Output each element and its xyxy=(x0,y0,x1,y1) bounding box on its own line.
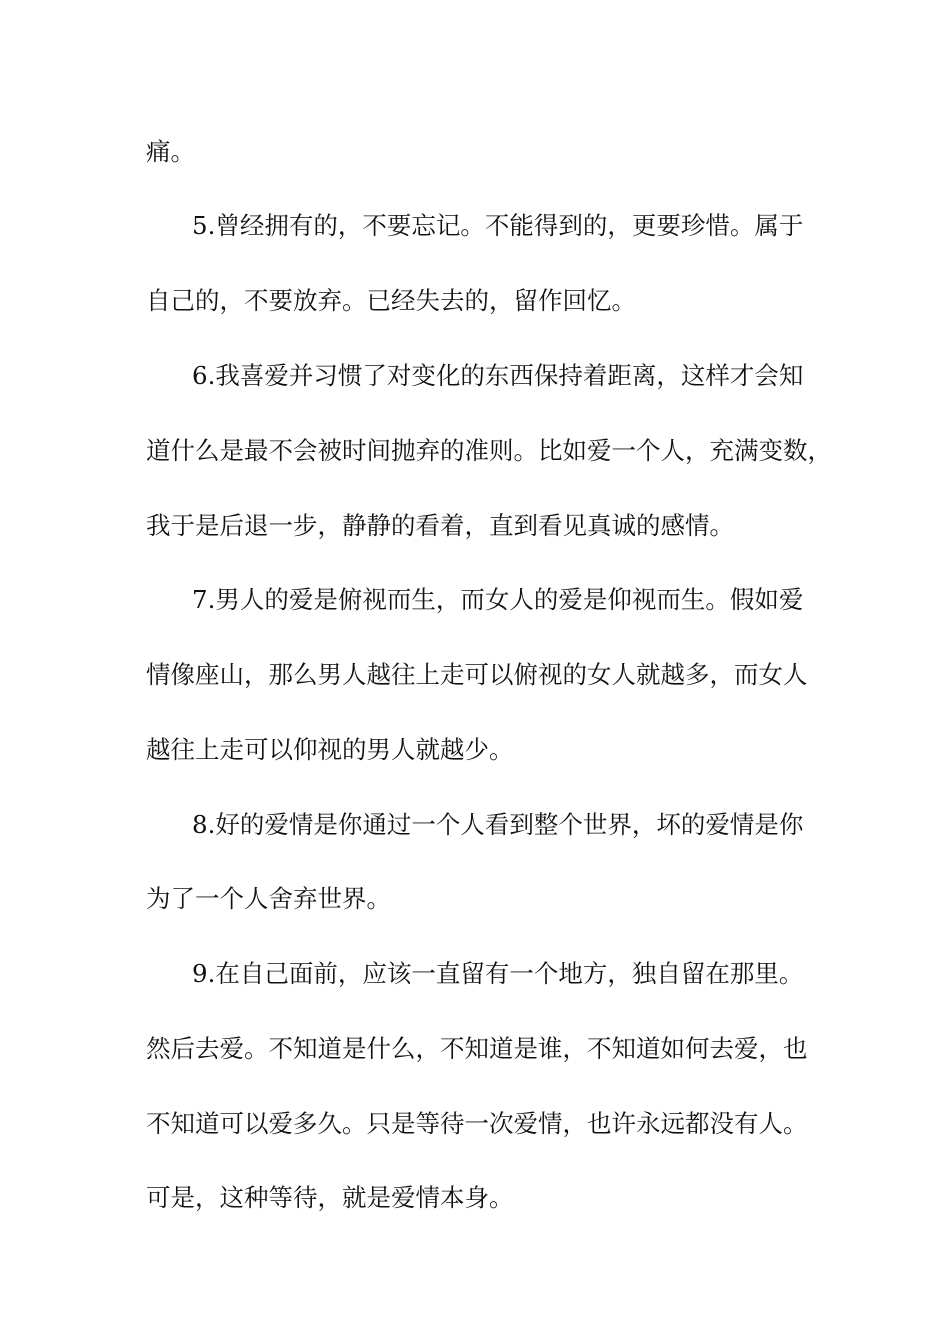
text-line-12: 9.在自己面前，应该一直留有一个地方，独自留在那里。 xyxy=(192,959,804,988)
text-line-6: 我于是后退一步，静静的看着，直到看见真诚的感情。 xyxy=(146,511,734,540)
text-line-10: 8.好的爱情是你通过一个人看到整个世界，坏的爱情是你 xyxy=(192,810,804,839)
text-line-13: 然后去爱。不知道是什么，不知道是谁，不知道如何去爱，也 xyxy=(146,1034,808,1063)
text-line-2: 5.曾经拥有的，不要忘记。不能得到的，更要珍惜。属于 xyxy=(192,211,804,240)
text-line-4: 6.我喜爱并习惯了对变化的东西保持着距离，这样才会知 xyxy=(192,361,804,390)
text-line-14: 不知道可以爱多久。只是等待一次爱情，也许永远都没有人。 xyxy=(146,1109,808,1138)
text-line-15: 可是，这种等待，就是爱情本身。 xyxy=(146,1183,514,1212)
text-line-7: 7.男人的爱是俯视而生，而女人的爱是仰视而生。假如爱 xyxy=(192,585,804,614)
text-line-3: 自己的，不要放弃。已经失去的，留作回忆。 xyxy=(146,286,636,315)
text-line-11: 为了一个人舍弃世界。 xyxy=(146,884,391,913)
text-line-1: 痛。 xyxy=(146,137,195,166)
text-line-9: 越往上走可以仰视的男人就越少。 xyxy=(146,735,514,764)
text-line-5: 道什么是最不会被时间抛弃的准则。比如爱一个人，充满变数， xyxy=(146,436,832,465)
text-line-8: 情像座山，那么男人越往上走可以俯视的女人就越多，而女人 xyxy=(146,660,808,689)
